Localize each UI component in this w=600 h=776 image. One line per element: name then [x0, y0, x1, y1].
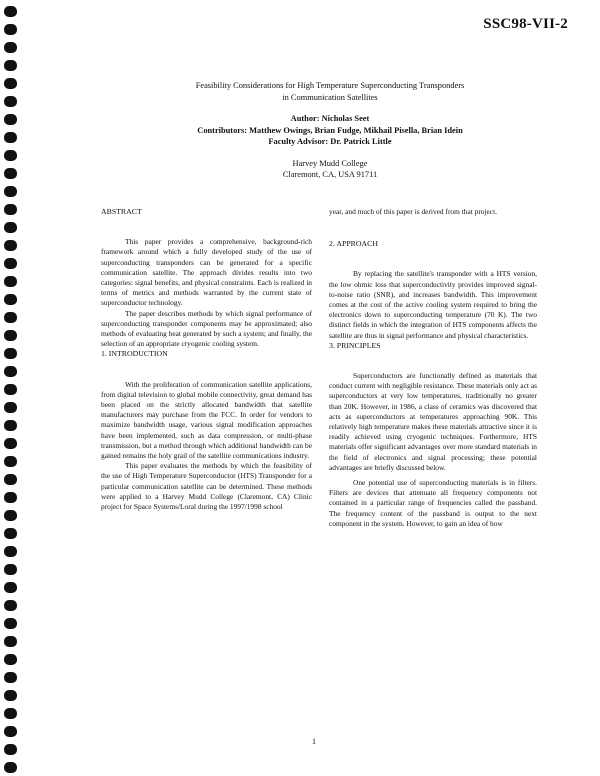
binder-hole — [4, 222, 17, 233]
introduction-heading: 1. INTRODUCTION — [101, 349, 168, 359]
principles-heading: 3. PRINCIPLES — [329, 340, 381, 350]
binder-hole — [4, 456, 17, 467]
introduction-paragraph-1: With the proliferation of communication satellite applications, from digital television to global mobile connectivity, great demand has been placed on the strictly allocated bandwidth that satellite manufacturers may purchase from the FCC. In order for vendors to maximize bandwidth usage, various signal modification approaches have been implemented, such as data compression, or multi-phase transmission, but a method through which additional bandwidth can be gained remains the holy grail of the satellite communications industry. — [101, 379, 312, 461]
binder-hole — [4, 240, 17, 251]
binder-hole — [4, 114, 17, 125]
abstract-paragraph-1: This paper provides a comprehensive, background-rich framework around which a fully developed study of the use of superconducting transponders can be generated for a specific communication satellite. The approach divides results into two categories: signal benefits, and physical constraints. Each is realized in terms of metrics and methods warranted by the current state of superconductor technology. — [101, 237, 312, 308]
binder-hole — [4, 366, 17, 377]
title-block — [60, 80, 600, 181]
binder-hole — [4, 438, 17, 449]
binder-hole — [4, 186, 17, 197]
right-column — [329, 207, 537, 529]
contributors: Contributors: Matthew Owings, Brian Fudge, Mikhail Pisella, Brian Idein — [197, 125, 463, 135]
binder-hole — [4, 402, 17, 413]
binder-hole — [4, 6, 17, 17]
page-number: 1 — [312, 737, 316, 746]
principles-paragraph-1: Superconductors are functionally defined as materials that conduct current with negligible resistance. These materials only act as superconductors at very low temperatures, traditionally no greater than 20K. However, in 1986, a class of ceramics was discovered that acts as superconductors at temperatures approaching 90K. This relatively high temperature makes these materials attractive since it is readily achieved using cryogenic techniques. Furthermore, HTS materials offer significant advantages over more standard materials in the field of electronics and signal processing; these potential advantages are briefly discussed below. — [329, 371, 537, 472]
faculty-advisor: Faculty Advisor: Dr. Patrick Little — [268, 137, 392, 146]
binder-hole — [4, 726, 17, 737]
binder-hole — [4, 312, 17, 323]
binder-hole — [4, 654, 17, 665]
principles-paragraph-2: One potential use of superconducting materials is in filters. Filters are devices that attenuate all frequency components not contained in a particular range of frequencies called the passband. The frequency content of the passband is output to the next component in the system. However, to gain an idea of how — [329, 478, 537, 528]
approach-paragraph-1: By replacing the satellite's transponder with a HTS version, the low ohmic loss that superconductivity provides improved signal-to-noise ratio (SNR), and increases bandwidth. This improvement comes at the cost of the active cooling system required to bring the electronics down to superconducting temperature (70 K). The two distinct fields in which the integration of HTS components affects the satellite are thus in signal performance and physical characteristics. — [329, 269, 537, 340]
binder-hole — [4, 708, 17, 719]
title-line-2: in Communication Satellites — [282, 92, 378, 102]
institution-name: Harvey Mudd College — [292, 158, 368, 168]
binder-hole — [4, 168, 17, 179]
binder-hole — [4, 492, 17, 503]
binder-hole — [4, 60, 17, 71]
binder-hole — [4, 528, 17, 539]
left-column — [101, 207, 312, 512]
binder-hole — [4, 258, 17, 269]
author: Author: Nicholas Seet — [290, 114, 370, 123]
binder-hole — [4, 546, 17, 557]
binder-hole — [4, 420, 17, 431]
binder-hole — [4, 330, 17, 341]
binder-hole — [4, 348, 17, 359]
binder-hole — [4, 690, 17, 701]
institution-address: Claremont, CA, USA 91711 — [282, 170, 378, 179]
binder-hole — [4, 294, 17, 305]
binder-hole — [4, 474, 17, 485]
binder-hole — [4, 600, 17, 611]
introduction-paragraph-2: This paper evaluates the methods by which the feasibility of the use of High Temperature Superconductor (HTS) Transponder for a particular communication satellite can be determined. These methods were applied to a Harvey Mudd College (Claremont, CA) Clinic project for Space Systems/Loral during the 1997/1998 school — [101, 461, 312, 512]
title-line-1: Feasibility Considerations for High Temperature Superconducting Transponders — [195, 81, 465, 90]
binder-hole — [4, 24, 17, 35]
introduction-continuation: year, and much of this paper is derived from that project. — [329, 207, 497, 216]
abstract-paragraph-2: The paper describes methods by which signal performance of superconducting transponder components may be approximated; also methods of evaluating heat generated by such a system; and finally, the selection of an appropriate cryogenic cooling system. — [101, 308, 312, 349]
binder-hole — [4, 96, 17, 107]
abstract-heading: ABSTRACT — [101, 207, 142, 216]
binder-hole — [4, 636, 17, 647]
binder-holes — [0, 0, 26, 776]
binder-hole — [4, 672, 17, 683]
binder-hole — [4, 744, 17, 755]
binder-hole — [4, 762, 17, 773]
approach-heading: 2. APPROACH — [329, 239, 378, 249]
binder-hole — [4, 618, 17, 629]
binder-hole — [4, 204, 17, 215]
binder-hole — [4, 384, 17, 395]
binder-hole — [4, 78, 17, 89]
binder-hole — [4, 132, 17, 143]
binder-hole — [4, 582, 17, 593]
binder-hole — [4, 42, 17, 53]
binder-hole — [4, 150, 17, 161]
binder-hole — [4, 564, 17, 575]
paper-code: SSC98-VII-2 — [483, 16, 568, 32]
binder-hole — [4, 510, 17, 521]
binder-hole — [4, 276, 17, 287]
